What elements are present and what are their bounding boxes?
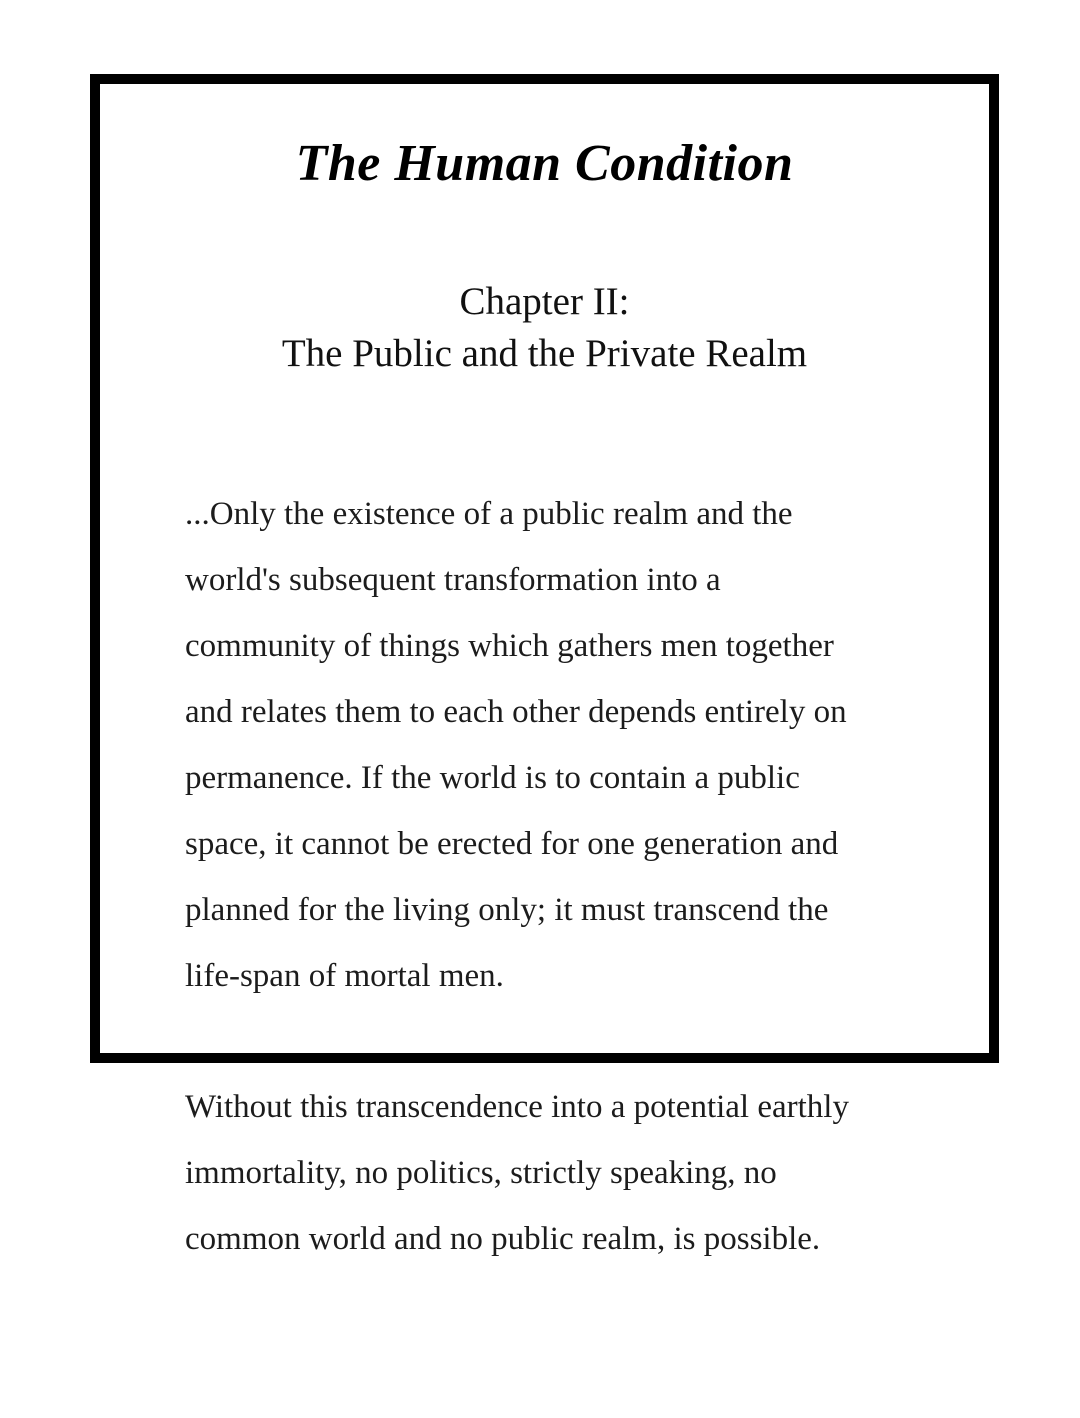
text-line: community of things which gathers men together [185,628,834,664]
text-line: world's subsequent transformation into a [185,562,721,598]
text-line: life-span of mortal men. [185,958,504,994]
text-line: ...Only the existence of a public realm and the [185,496,793,532]
text-line: planned for the living only; it must transcend the [185,892,829,928]
book-title: The Human Condition [295,135,794,192]
paragraph-1 [185,481,945,1009]
chapter-heading [100,276,989,380]
page-frame [90,74,999,1257]
text-line: common world and no public realm, is possible. [185,1221,821,1257]
text-line: immortality, no politics, strictly speaking, no [185,1155,777,1191]
chapter-title: The Public and the Private Realm [281,332,808,375]
text-line: space, it cannot be erected for one generation and [185,826,839,862]
text-line: Without this transcendence into a potential earthly [185,1089,849,1125]
chapter-label: Chapter II: [459,280,630,323]
paragraph-2 [185,1074,945,1272]
text-line: and relates them to each other depends entirely on [185,694,847,730]
text-line: permanence. If the world is to contain a public [185,760,800,796]
